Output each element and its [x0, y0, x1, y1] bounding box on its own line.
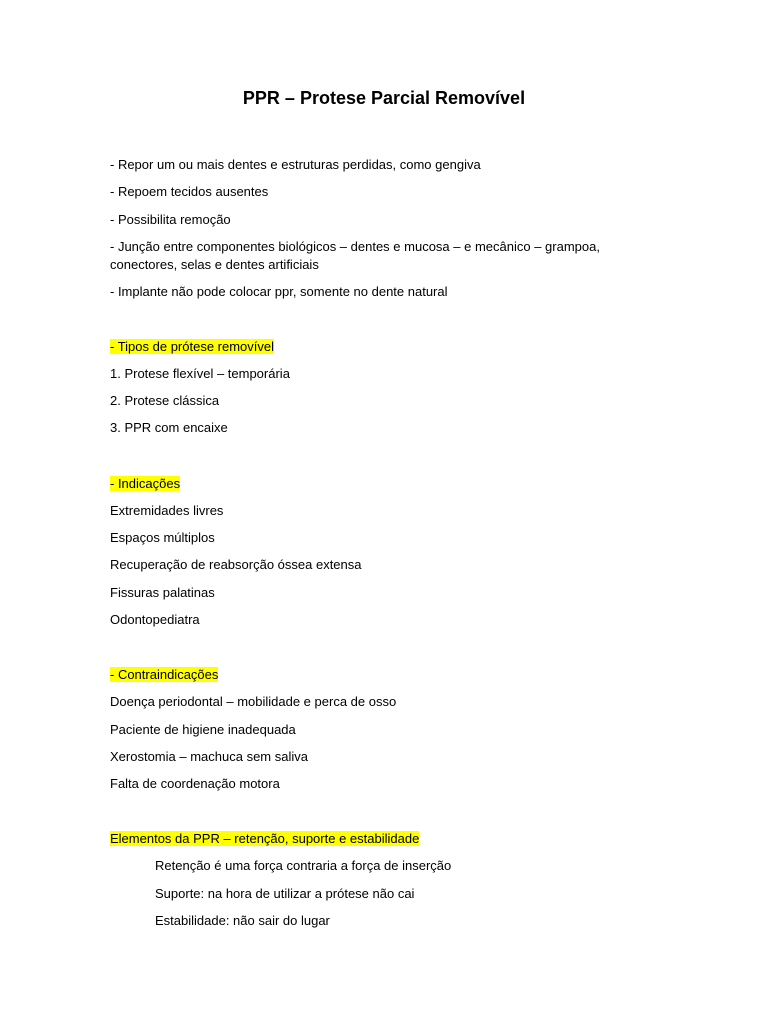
section-heading-indicacoes [110, 475, 180, 493]
highlighted-heading: - Indicações [110, 476, 181, 491]
intro-item: - Implante não pode colocar ppr, somente no dente natural [110, 284, 448, 299]
highlighted-heading: Elementos da PPR – retenção, suporte e estabilidade [110, 831, 420, 846]
list-item: Retenção é uma força contraria a força de inserção [155, 858, 452, 873]
list-item: Doença periodontal – mobilidade e perca de osso [110, 694, 397, 709]
intro-item: - Possibilita remoção [110, 212, 231, 227]
intro-item: - Junção entre componentes biológicos – dentes e mucosa – e mecânico – grampoa, conectores, selas e dentes artificiais [110, 239, 600, 272]
page-title: PPR – Protese Parcial Removível [242, 88, 526, 108]
section-heading-contraindicacoes [110, 666, 218, 684]
list-item: Espaços múltiplos [110, 530, 215, 545]
list-item: Paciente de higiene inadequada [110, 722, 296, 737]
intro-item: - Repor um ou mais dentes e estruturas perdidas, como gengiva [110, 157, 481, 172]
list-item: Suporte: na hora de utilizar a prótese não cai [155, 886, 415, 901]
list-item: Falta de coordenação motora [110, 776, 280, 791]
list-item: Odontopediatra [110, 612, 200, 627]
intro-item: - Repoem tecidos ausentes [110, 184, 269, 199]
list-item: Estabilidade: não sair do lugar [155, 913, 330, 928]
list-item: Recuperação de reabsorção óssea extensa [110, 557, 362, 572]
highlighted-heading: - Contraindicações [110, 667, 219, 682]
list-item: Xerostomia – machuca sem saliva [110, 749, 308, 764]
list-item: 2. Protese clássica [110, 393, 220, 408]
section-heading-elementos [110, 830, 419, 848]
section-heading-tipos [110, 338, 274, 356]
list-item: 1. Protese flexível – temporária [110, 366, 290, 381]
list-item: Extremidades livres [110, 503, 224, 518]
highlighted-heading: - Tipos de prótese removível [110, 339, 275, 354]
list-item: Fissuras palatinas [110, 585, 215, 600]
list-item: 3. PPR com encaixe [110, 420, 228, 435]
